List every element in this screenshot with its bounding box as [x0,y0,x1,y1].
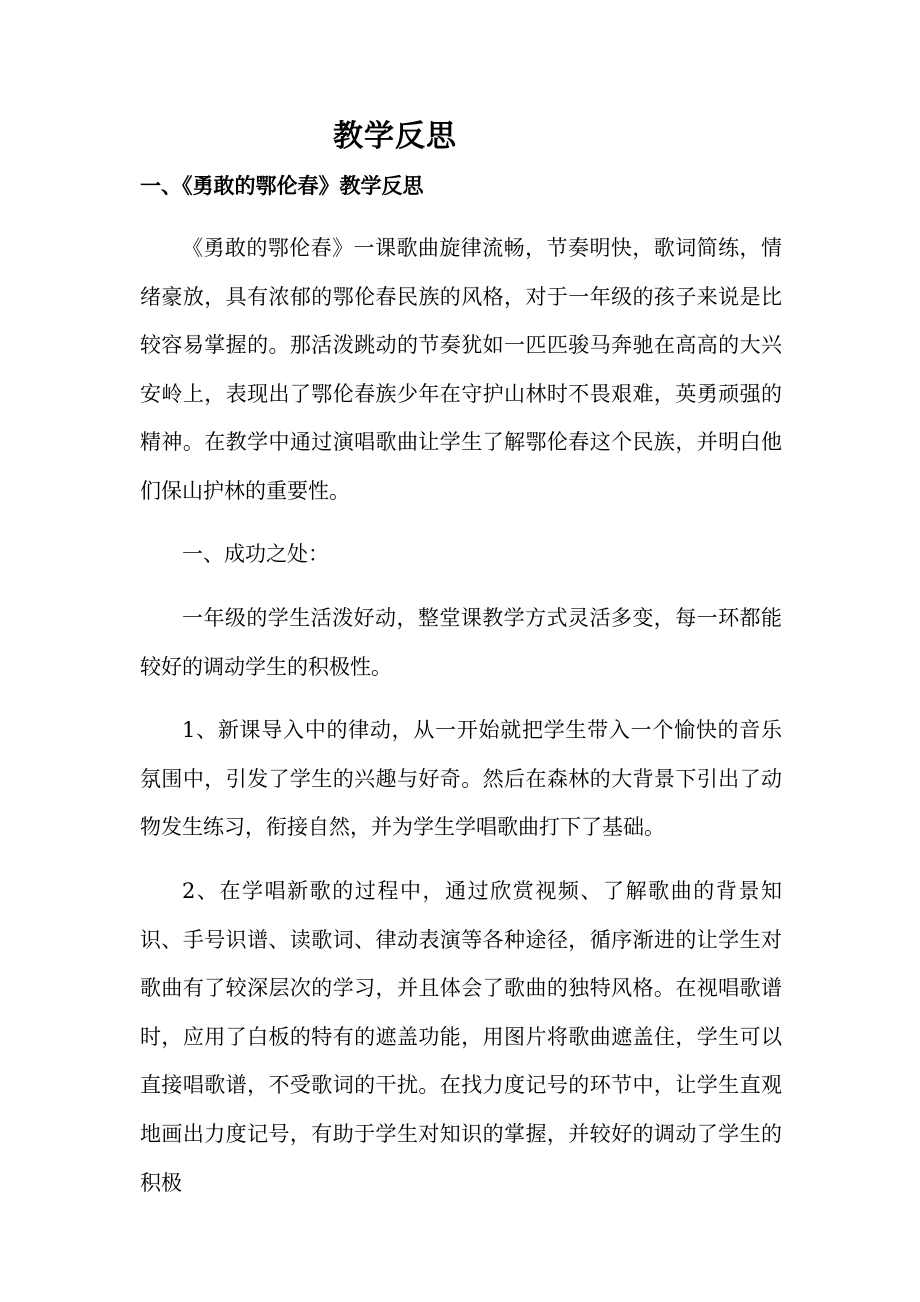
page-title: 教学反思 [333,119,457,154]
section-heading: 一、《勇敢的鄂伦春》教学反思 [140,173,424,198]
paragraph-point-2: 2、在学唱新歌的过程中，通过欣赏视频、了解歌曲的背景知识、手号识谱、读歌词、律动表演等各种途径，循序渐进的让学生对歌曲有了较深层次的学习，并且体会了歌曲的独特风格。在视唱歌谱时，应用了白板的特有的遮盖功能，用图片将歌曲遮盖住，学生可以直接唱歌谱，不受歌词的干扰。在找力度记号的环节中，让学生直观地画出力度记号，有助于学生对知识的掌握，并较好的调动了学生的积极 [140,879,782,1195]
paragraph-intro: 《勇敢的鄂伦春》一课歌曲旋律流畅，节奏明快，歌词简练，情绪豪放，具有浓郁的鄂伦春民族的风格，对于一年级的孩子来说是比较容易掌握的。那活泼跳动的节奏犹如一匹匹骏马奔驰在高高的大兴安岭上，表现出了鄂伦春族少年在守护山林时不畏艰难，英勇顽强的精神。在教学中通过演唱歌曲让学生了解鄂伦春这个民族，并明白他们保山护林的重要性。 [140,236,782,503]
paragraph-point-1: 1、新课导入中的律动，从一开始就把学生带入一个愉快的音乐氛围中，引发了学生的兴趣与好奇。然后在森林的大背景下引出了动物发生练习，衔接自然，并为学生学唱歌曲打下了基础。 [140,718,782,840]
paragraph-success-summary: 一年级的学生活泼好动，整堂课教学方式灵活多变，每一环都能较好的调动学生的积极性。 [140,606,782,679]
paragraph-success-heading: 一、成功之处： [182,542,329,566]
